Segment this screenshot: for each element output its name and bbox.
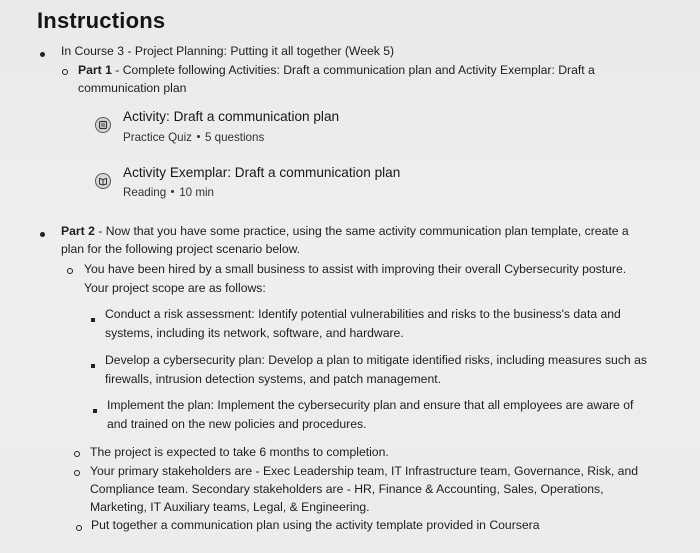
book-glyph-icon: [98, 176, 108, 186]
scope-item-line1: Implement the plan: Implement the cybersecurity plan and ensure that all employees are aware of: [107, 398, 634, 412]
timeline-line: The project is expected to take 6 months to completion.: [90, 445, 389, 459]
activity-detail: 10 min: [179, 186, 215, 199]
bullet-square: [91, 364, 95, 368]
activity-type: Reading: [123, 186, 167, 199]
stakeholders-line2: Compliance team. Secondary stakeholders are - HR, Finance & Accounting, Sales, Operations,: [90, 482, 604, 496]
bullet-square: [91, 318, 95, 322]
scope-item-line2: firewalls, intrusion detection systems, and patch management.: [105, 372, 442, 386]
bullet-ring: [74, 451, 80, 457]
activity-title-link[interactable]: Activity: Draft a communication plan: [123, 109, 340, 124]
bullet-ring: [74, 470, 80, 476]
bullet-dot: [40, 232, 45, 237]
activity-title-link[interactable]: Activity Exemplar: Draft a communication plan: [123, 165, 401, 180]
scenario-line2: Your project scope are as follows:: [84, 281, 266, 295]
part2-label: Part 2: [61, 224, 95, 238]
part1-line1: [78, 62, 595, 79]
quiz-glyph-icon: [98, 120, 108, 130]
stakeholders-line1: Your primary stakeholders are - Exec Leadership team, IT Infrastructure team, Governance, Risk, and: [90, 464, 639, 478]
activity-meta: [123, 186, 214, 199]
scope-item-line2: systems, including its network, software, and hardware.: [105, 326, 404, 340]
scenario-line1: You have been hired by a small business to assist with improving their overall Cybersecurity posture.: [84, 262, 627, 276]
bullet-dot: [40, 52, 45, 57]
part2-text: - Now that you have some practice, using the same activity communication plan template, create a: [94, 224, 629, 238]
stakeholders-line3: Marketing, IT Auxiliary teams, Legal, & Engineering.: [90, 500, 370, 514]
reading-icon[interactable]: [95, 173, 111, 189]
bullet-ring: [76, 525, 82, 531]
page-title: Instructions: [37, 8, 166, 33]
bullet-ring: [67, 268, 73, 274]
part1-line2: communication plan: [78, 81, 187, 95]
part1-text: - Complete following Activities: Draft a communication plan and Activity Exemplar: Draft a: [111, 63, 595, 77]
activity-meta: [123, 131, 264, 144]
course-line: In Course 3 - Project Planning: Putting it all together (Week 5): [61, 44, 395, 58]
part1-label: Part 1: [78, 63, 112, 77]
scope-item-line1: Conduct a risk assessment: Identify potential vulnerabilities and risks to the business's data and: [105, 307, 621, 321]
scope-item-line2: and trained on the new policies and procedures.: [107, 417, 367, 431]
part2-line1: [61, 223, 629, 240]
activity-type: Practice Quiz: [123, 131, 192, 144]
activity-detail: 5 questions: [204, 131, 265, 144]
bullet-ring: [62, 69, 68, 75]
part2-line2: plan for the following project scenario below.: [61, 242, 301, 256]
scope-item-line1: Develop a cybersecurity plan: Develop a plan to mitigate identified risks, including measures such as: [105, 353, 647, 367]
separator-dot: [171, 190, 174, 193]
separator-dot: [197, 135, 200, 138]
bullet-square: [93, 409, 97, 413]
quiz-icon[interactable]: [95, 117, 111, 133]
final-task-line: Put together a communication plan using the activity template provided in Coursera: [91, 518, 540, 532]
